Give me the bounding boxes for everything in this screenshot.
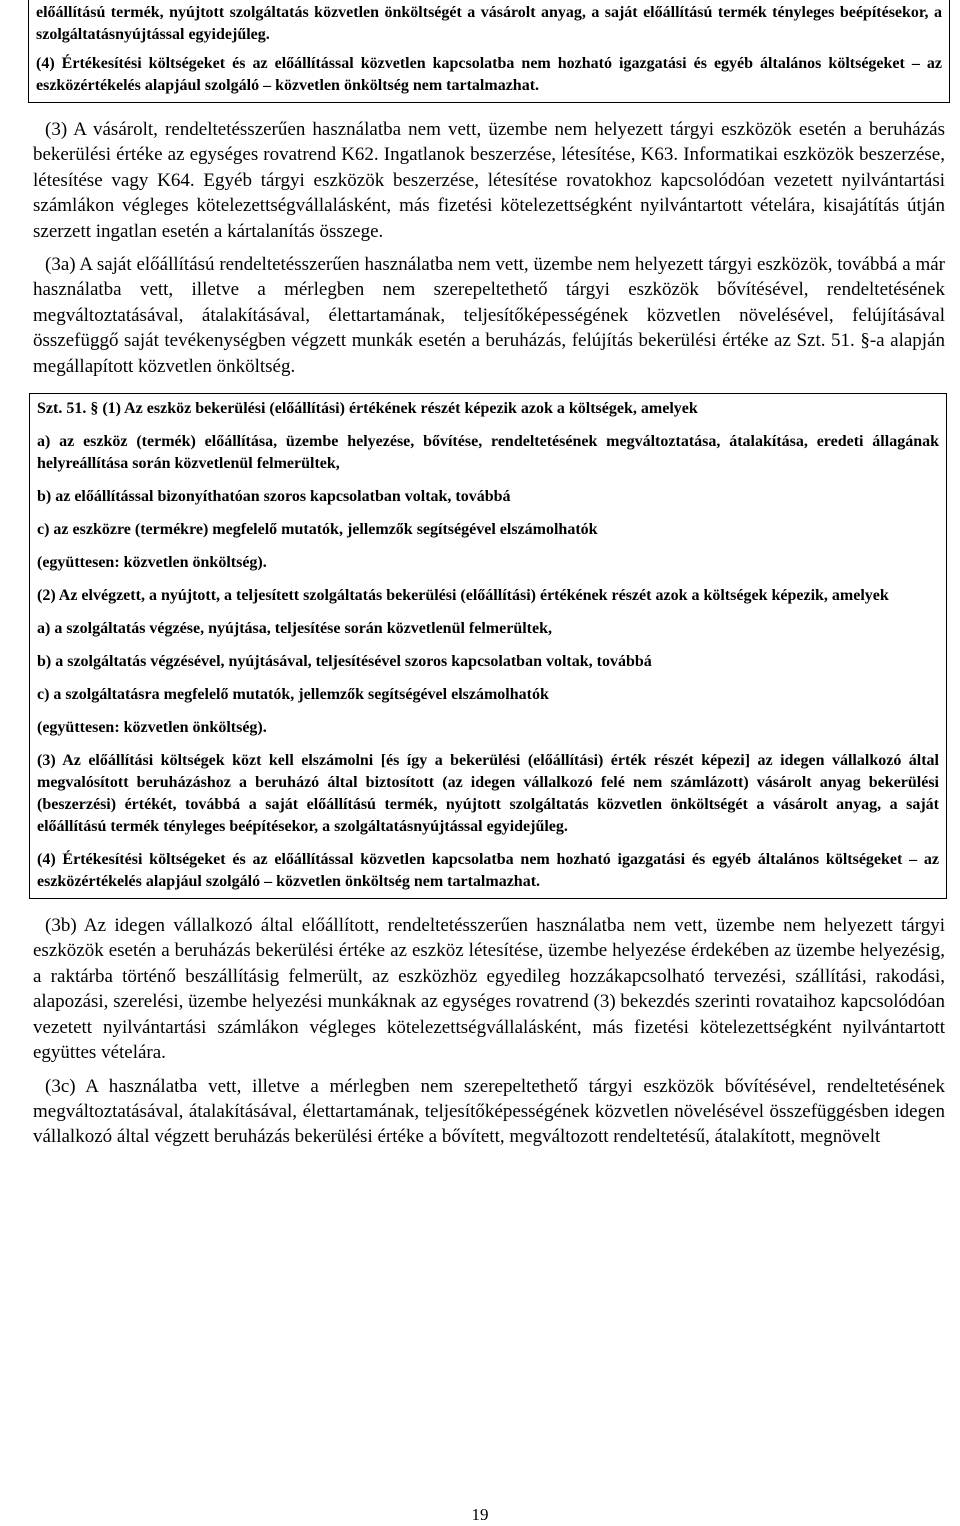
quoted-paragraph: b) a szolgáltatás végzésével, nyújtásával, teljesítésével szoros kapcsolatban voltak, továbbá [37,653,652,671]
quoted-law-box-continued [28,0,950,103]
quoted-paragraph: c) a szolgáltatásra megfelelő mutatók, jellemzők segítségével elszámolhatók [37,686,549,704]
quoted-paragraph: (2) Az elvégzett, a nyújtott, a teljesített szolgáltatás bekerülési (előállítási) értékének részét azok a költségek képezik, amelyek [37,587,889,605]
paragraph-3b: (3b) Az idegen vállalkozó által előállított, rendeltetésszerűen használatba nem vett, üzembe nem helyezett tárgyi eszközök esetén a beruházás bekerülési értéke az eszköz létesítése, üzembe helyezése érdekében az üzembe helyezésig, a raktárba történő beszállításig felmerült, az eszközhöz egyedileg hozzákapcsolható tervezési, szállítási, rakodási, alapozási, szerelési, üzembe helyezési munkáknak az egységes rovatrend (3) bekezdés szerinti rovataihoz kapcsolódóan vezetett nyilvántartási számlákon végleges kötelezettségvállalásként, más fizetési kötelezettségként nyilvántartott együttes vételára. [33,915,945,1064]
quoted-paragraph: a) a szolgáltatás végzése, nyújtása, teljesítése során közvetlenül felmerültek, [37,620,552,638]
quoted-paragraph: Szt. 51. § (1) Az eszköz bekerülési (előállítási) értékének részét képezik azok a költségek, amelyek [37,400,698,418]
main-text-continued [33,913,945,1150]
quoted-paragraph: (együttesen: közvetlen önköltség). [37,554,267,572]
quoted-paragraph: előállítású termék, nyújtott szolgáltatás közvetlen önköltségét a vásárolt anyag, a saját előállítású termék tényleges beépítésekor, a szolgáltatásnyújtással egyidejűleg. [36,4,942,43]
quoted-paragraph: (4) Értékesítési költségeket és az előállítással közvetlen kapcsolatba nem hozható igazgatási és egyéb általános költségeket – az eszközértékelés alapjául szolgáló – közvetlen önköltség nem tartalmazhat. [37,851,939,891]
page-number: 19 [471,1505,489,1524]
main-text [33,117,945,379]
quoted-paragraph: b) az előállítással bizonyíthatóan szoros kapcsolatban voltak, továbbá [37,488,511,506]
paragraph-3: (3) A vásárolt, rendeltetésszerűen használatba nem vett, üzembe nem helyezett tárgyi eszközök esetén a beruházás bekerülési értéke az egységes rovatrend K62. Ingatlanok beszerzése, létesítése, K63. Informatikai eszközök beszerzése, létesítése vagy K64. Egyéb tárgyi eszközök beszerzése, létesítése rovatokhoz kapcsolódóan vezetett nyilvántartási számlákon végleges kötelezettségvállalásként, más fizetési kötelezettségként nyilvántartott vételára, kisajátítás útján szerzett ingatlan esetén a kártalanítás összege. [33,119,945,242]
quoted-paragraph: (3) Az előállítási költségek közt kell elszámolni [és így a bekerülési (előállítási) érték részét képezi] az idegen vállalkozó által megvalósított beruházáshoz a beruházó által biztosított (az idegen vállalkozó felé nem számlázott) vásárolt anyag bekerülési (beszerzési) értékét, továbbá a saját előállítású termék, nyújtott szolgáltatás közvetlen önköltségét a vásárolt anyag, a saját előállítású termék tényleges beépítésekor, a szolgáltatásnyújtással egyidejűleg. [37,752,939,836]
quoted-paragraph: a) az eszköz (termék) előállítása, üzembe helyezése, bővítése, rendeltetésének megváltoztatása, átalakítása, eredeti állagának helyreállítása során közvetlenül felmerültek, [37,433,939,473]
paragraph-3c: (3c) A használatba vett, illetve a mérlegben nem szerepeltethető tárgyi eszközök bővítésével, rendeltetésének megváltoztatásával, átalakításával, élettartamának, teljesítőképességének közvetlen növelésével összefüggésben idegen vállalkozó által végzett beruházás bekerülési értéke a bővített, megváltozott rendeltetésű, átalakított, megnövelt [33,1075,945,1148]
quoted-paragraph: c) az eszközre (termékre) megfelelő mutatók, jellemzők segítségével elszámolhatók [37,521,598,539]
quoted-paragraph: (együttesen: közvetlen önköltség). [37,719,267,737]
quoted-paragraph: (4) Értékesítési költségeket és az előállítással közvetlen kapcsolatba nem hozható igazgatási és egyéb általános költségeket – az eszközértékelés alapjául szolgáló – közvetlen önköltség nem tartalmazhat. [36,55,942,94]
paragraph-3a: (3a) A saját előállítású rendeltetésszerűen használatba nem vett, üzembe nem helyezett tárgyi eszközök, továbbá a már használatba vett, illetve a mérlegben nem szerepeltethető tárgyi eszközök bővítésével, rendeltetésének megváltoztatásával, átalakításával, élettartamának, teljesítőképességének közvetlen növelésével, felújításával összefüggő saját tevékenységben végzett munkák esetén a beruházás, felújítás bekerülési értéke az Szt. 51. §-a alapján megállapított közvetlen önköltség. [33,254,945,377]
document-page [33,0,945,1150]
quoted-law-box [29,393,947,899]
